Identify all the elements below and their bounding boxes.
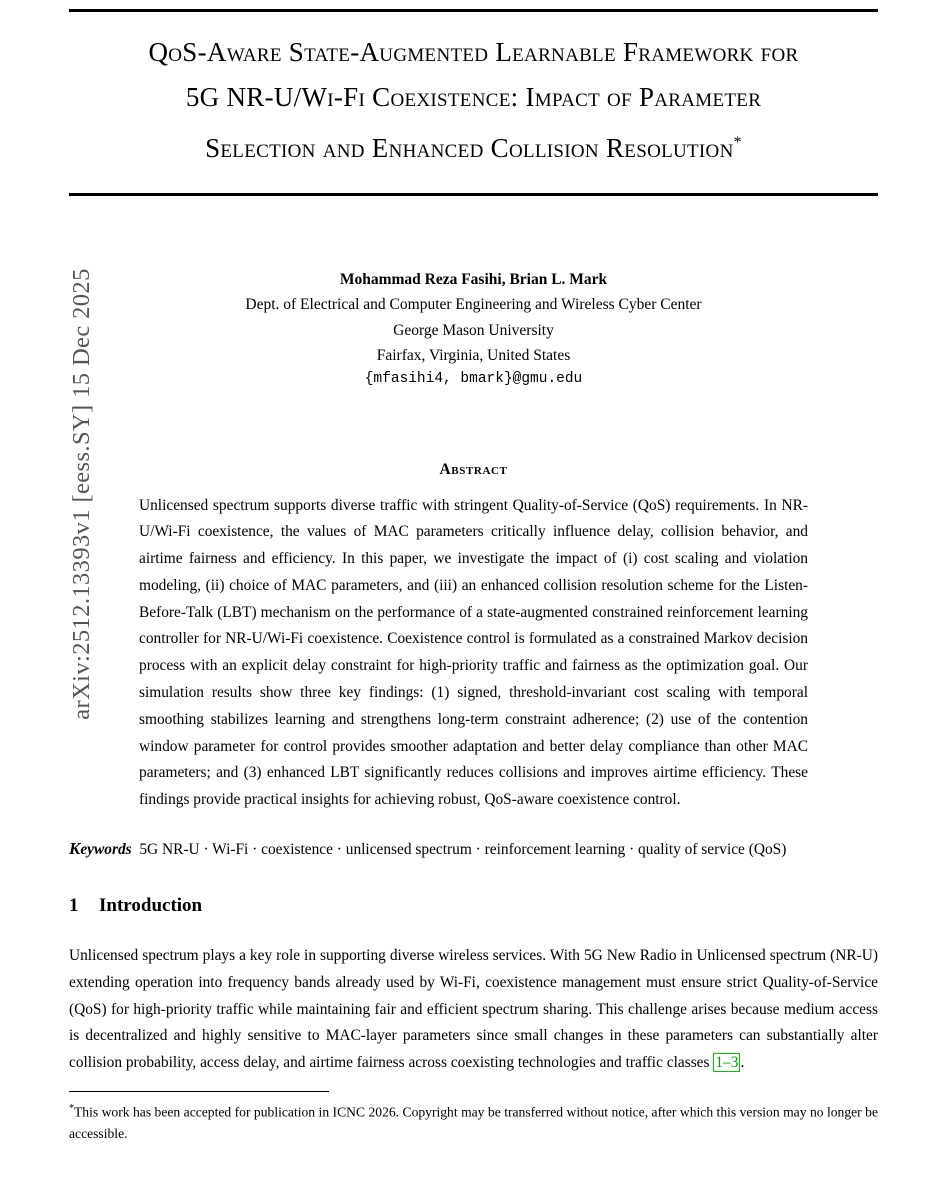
footnote-divider — [69, 1091, 329, 1092]
title-line-3 — [87, 120, 860, 171]
footnote-body: This work has been accepted for publication in ICNC 2026. Copyright may be transferred without notice, after which this version may no longer be accessible. — [69, 1104, 878, 1141]
page-title — [69, 12, 878, 183]
title-line-1: QoS-Aware State-Augmented Learnable Framework for — [148, 37, 799, 67]
footnote-marker: * — [69, 1103, 74, 1115]
section-number: 1 — [69, 895, 79, 917]
title-line-3-text: Selection and Enhanced Collision Resolution — [205, 133, 734, 163]
section-heading-introduction — [69, 895, 878, 917]
title-footnote-marker: * — [733, 134, 742, 151]
affiliation-line-1: Dept. of Electrical and Computer Engineering and Wireless Cyber Center — [245, 296, 702, 313]
title-line-2: 5G NR-U/Wi-Fi Coexistence: Impact of Parameter — [185, 82, 762, 112]
affiliation-line-3: Fairfax, Virginia, United States — [376, 347, 571, 364]
footnote-text — [69, 1098, 878, 1144]
contact-email[interactable]: {mfasihi4, bmark}@gmu.edu — [364, 370, 583, 387]
intro-paragraph-text: Unlicensed spectrum plays a key role in supporting diverse wireless services. With 5G New Radio in Unlicensed spectrum (NR-U) extending operation into frequency bands already used by Wi-Fi, coexistence management must ensure strict Quality-of-Service (QoS) for high-priority traffic while maintaining fair and efficient spectrum sharing. This challenge arises because medium access is decentralized and highly sensitive to MAC-layer parameters since small changes in these parameters can substantially alter collision probability, access delay, and airtime fairness across coexisting technologies and traffic classes — [69, 947, 878, 1072]
intro-paragraph — [69, 943, 878, 1077]
intro-paragraph-tail: . — [740, 1054, 745, 1072]
keywords-line — [69, 836, 878, 863]
paper-content — [69, 0, 878, 1144]
arxiv-stamp: arXiv:2512.13393v1 [eess.SY] 15 Dec 2025 — [68, 268, 95, 720]
affiliation-line-2: George Mason University — [393, 321, 554, 339]
keywords-label-rest: eywords — [80, 841, 132, 859]
section-title: Introduction — [99, 895, 203, 917]
abstract-heading: Abstract — [439, 460, 508, 478]
title-rule-bottom — [69, 193, 878, 196]
abstract-text: Unlicensed spectrum supports diverse traffic with stringent Quality-of-Service (QoS) requirements. In NR-U/Wi-Fi coexistence, the values of MAC parameters critically influence delay, collision behavior, and airtime fairness and efficiency. In this paper, we investigate the impact of (i) cost scaling and violation modeling, (ii) choice of MAC parameters, and (iii) an enhanced collision resolution scheme for the Listen-Before-Talk (LBT) mechanism on the performance of a state-augmented constrained reinforcement learning controller for NR-U/Wi-Fi coexistence. Coexistence control is formulated as a constrained Markov decision process with an explicit delay constraint for high-priority traffic and fairness as the optimization goal. Our simulation results show three key findings: (1) signed, threshold-invariant cost scaling with temporal smoothing stabilizes learning and strengthens long-term constraint adherence; (2) use of the contention window parameter for control provides smoother adaptation and better delay compliance than other MAC parameters; and (3) enhanced LBT significantly reduces collisions and improves airtime efficiency. These findings provide practical insights for achieving robust, QoS-aware coexistence control. — [139, 496, 808, 809]
keywords-text: 5G NR-U · Wi-Fi · coexistence · unlicensed spectrum · reinforcement learning · quality of service (QoS) — [139, 841, 787, 859]
keywords-label: Keywords — [69, 839, 132, 859]
citation-link[interactable]: 1–3 — [715, 1054, 739, 1072]
author-list: Mohammad Reza Fasihi, Brian L. Mark — [339, 271, 608, 288]
